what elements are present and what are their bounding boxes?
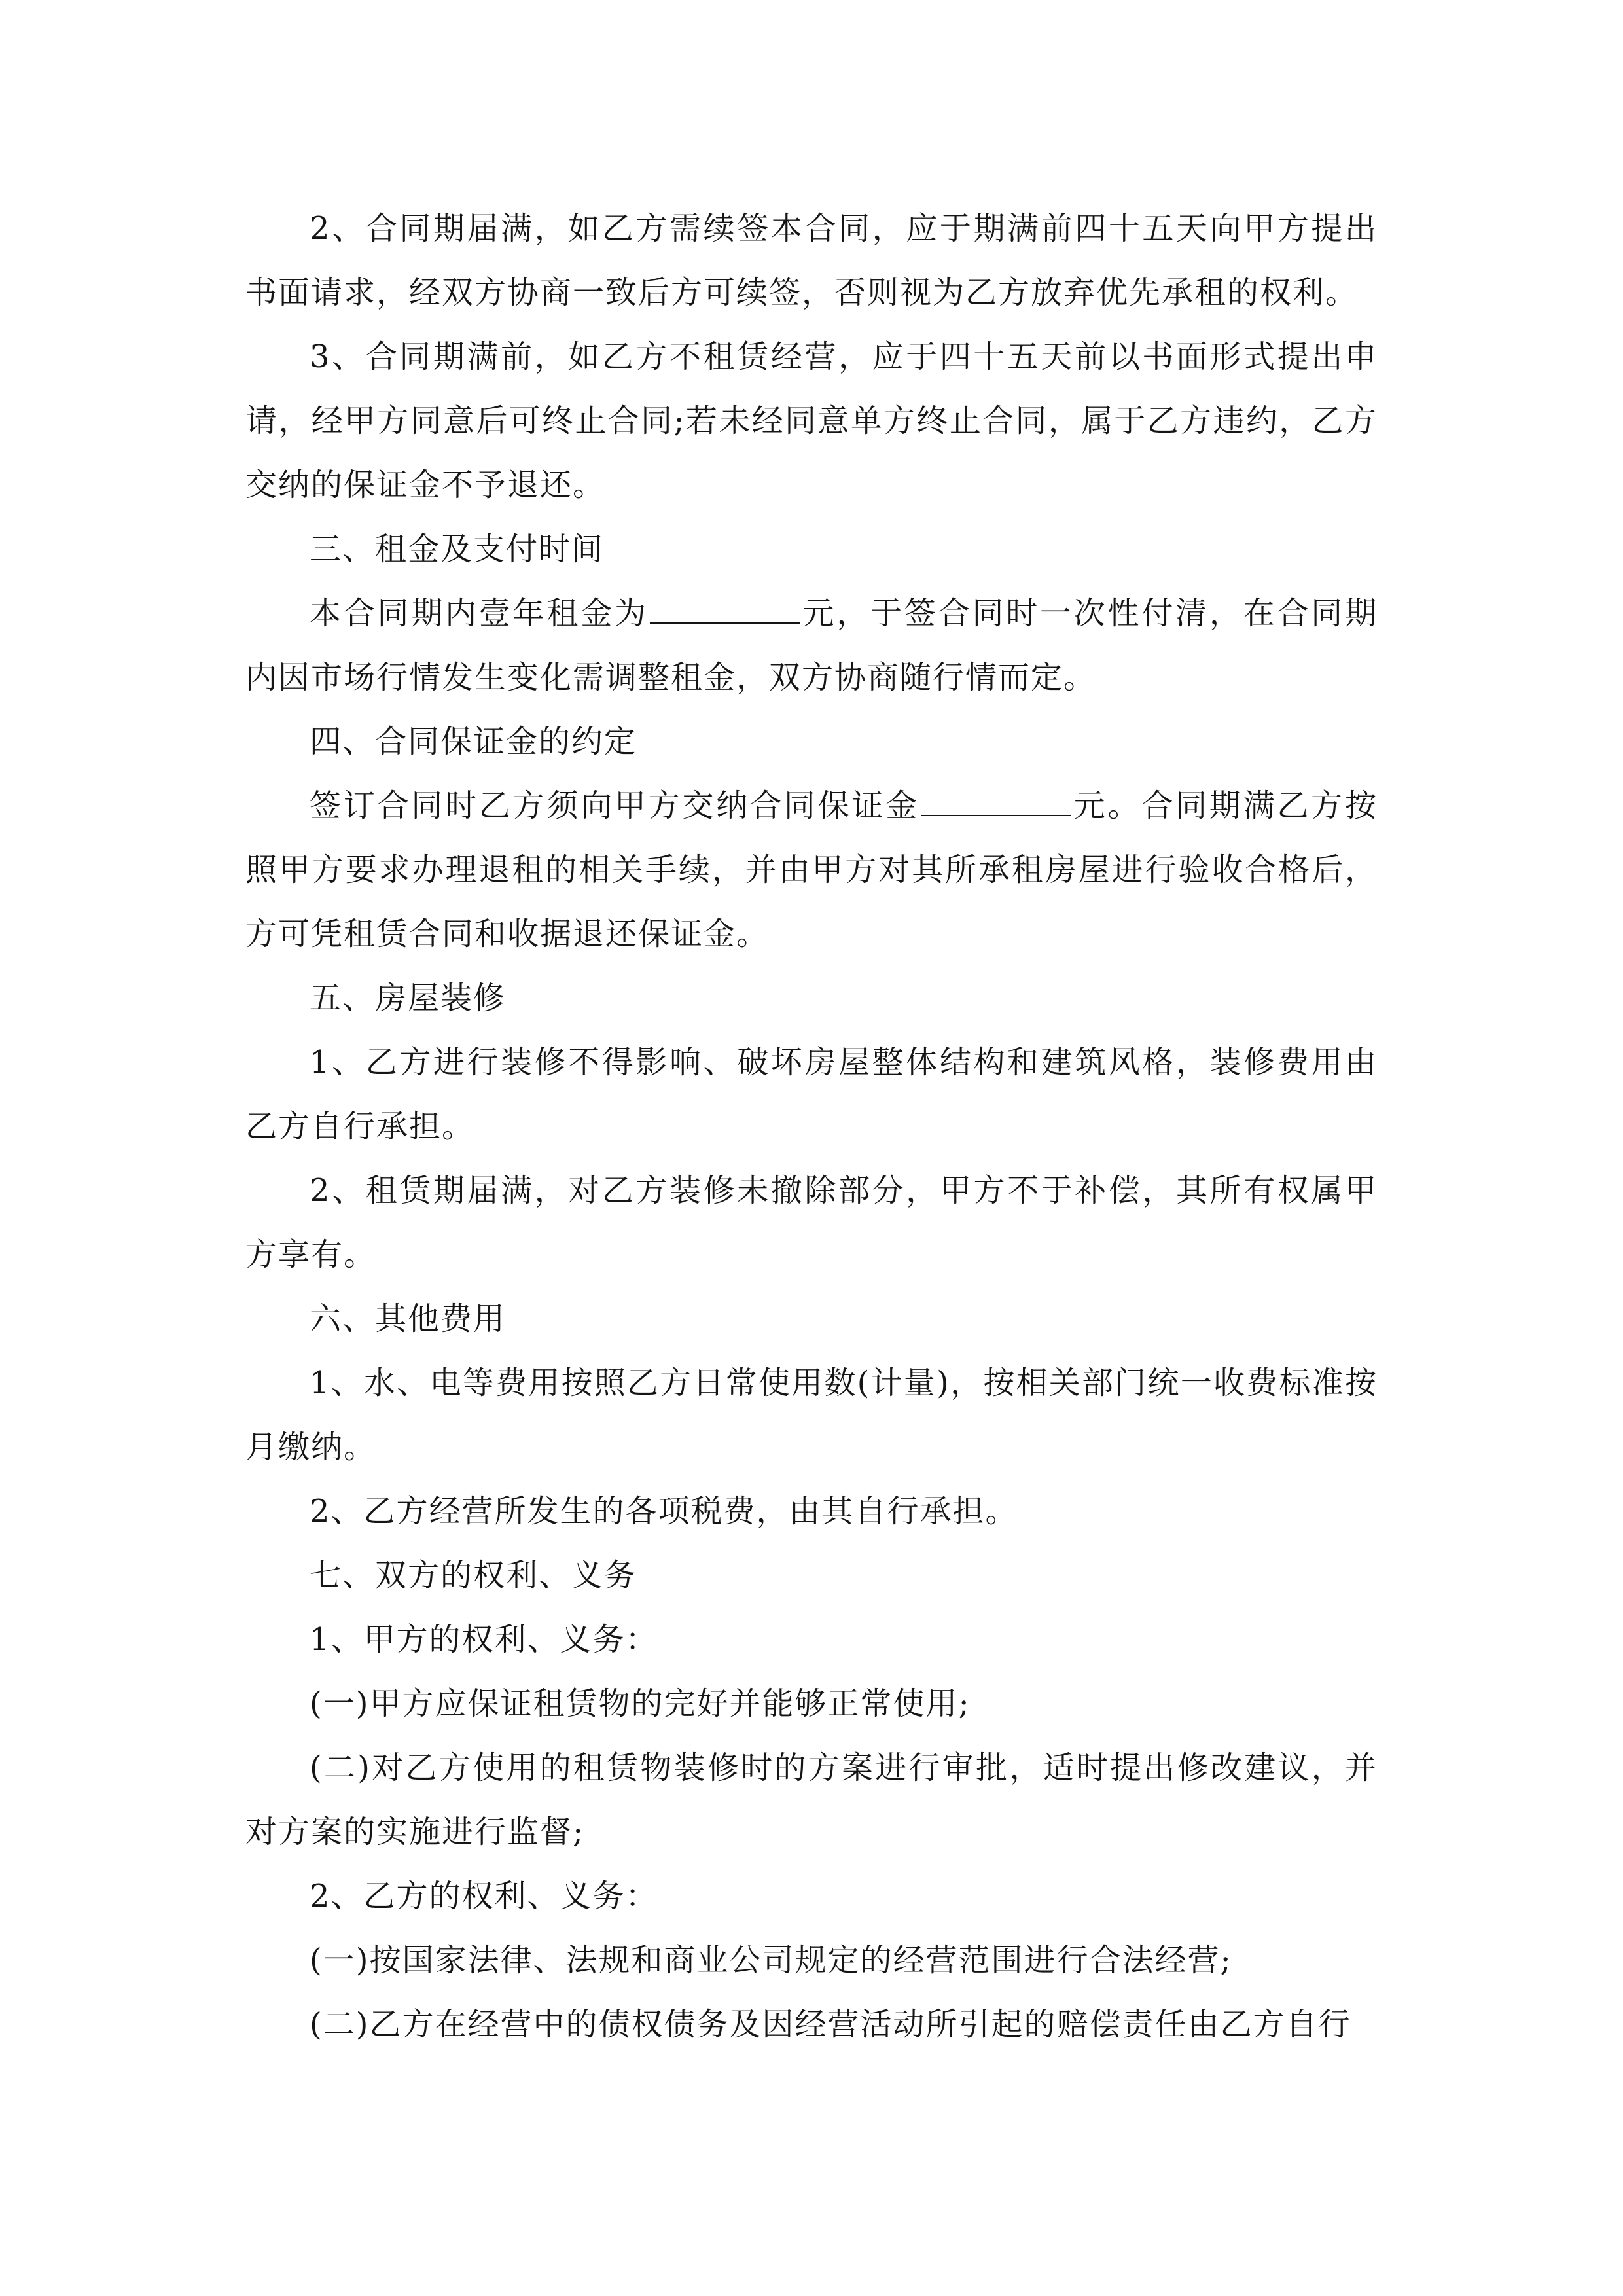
clause-early-termination: 3、合同期满前，如乙方不租赁经营，应于四十五天前以书面形式提出申请，经甲方同意后可终止合同;若未经同意单方终止合同，属于乙方违约，乙方交纳的保证金不予退还。 xyxy=(245,338,1378,503)
section-heading-deposit: 四、合同保证金的约定 xyxy=(310,723,637,760)
clause-deposit-before: 签订合同时乙方须向甲方交纳合同保证金 xyxy=(310,787,919,824)
clause-utilities: 1、水、电等费用按照乙方日常使用数(计量)，按相关部门统一收费标准按月缴纳。 xyxy=(245,1365,1378,1465)
section-heading-rights-duties: 七、双方的权利、义务 xyxy=(310,1557,637,1594)
contract-body xyxy=(245,196,1378,2056)
clause-deposit-after: 元。合同期满乙方按照甲方要求办理退租的相关手续，并由甲方对其所承租房屋进行验收合格后，方可凭租赁合同和收据退还保证金。 xyxy=(245,787,1378,952)
clause-annual-rent xyxy=(245,581,1378,709)
rent-amount-blank xyxy=(650,622,800,624)
section-heading-rent: 三、租金及支付时间 xyxy=(310,531,605,567)
clause-taxes: 2、乙方经营所发生的各项税费，由其自行承担。 xyxy=(310,1493,1018,1530)
clause-party-a-2: (二)对乙方使用的租赁物装修时的方案进行审批，适时提出修改建议，并对方案的实施进行监督; xyxy=(245,1749,1378,1850)
clause-renovation-cost: 1、乙方进行装修不得影响、破坏房屋整体结构和建筑风格，装修费用由乙方自行承担。 xyxy=(245,1044,1378,1145)
subheading-party-a: 1、甲方的权利、义务： xyxy=(310,1621,658,1658)
subheading-party-b: 2、乙方的权利、义务： xyxy=(310,1878,658,1914)
clause-annual-rent-after: 元，于签合同时一次性付清，在合同期内因市场行情发生变化需调整租金，双方协商随行情而定。 xyxy=(245,595,1378,696)
deposit-amount-blank xyxy=(921,814,1071,816)
section-heading-renovation: 五、房屋装修 xyxy=(310,980,507,1016)
clause-party-b-2: (二)乙方在经营中的债权债务及因经营活动所引起的赔偿责任由乙方自行 xyxy=(310,2006,1351,2043)
clause-party-a-1: (一)甲方应保证租赁物的完好并能够正常使用; xyxy=(310,1685,971,1722)
clause-deposit xyxy=(245,774,1378,966)
clause-renovation-ownership: 2、租赁期届满，对乙方装修未撤除部分，甲方不于补偿，其所有权属甲方享有。 xyxy=(245,1172,1378,1273)
section-heading-other-fees: 六、其他费用 xyxy=(310,1300,507,1337)
clause-party-b-1: (一)按国家法律、法规和商业公司规定的经营范围进行合法经营; xyxy=(310,1942,1232,1979)
clause-renewal-request: 2、合同期届满，如乙方需续签本合同，应于期满前四十五天向甲方提出书面请求，经双方协商一致后方可续签，否则视为乙方放弃优先承租的权利。 xyxy=(245,210,1378,311)
clause-annual-rent-before: 本合同期内壹年租金为 xyxy=(310,595,649,632)
